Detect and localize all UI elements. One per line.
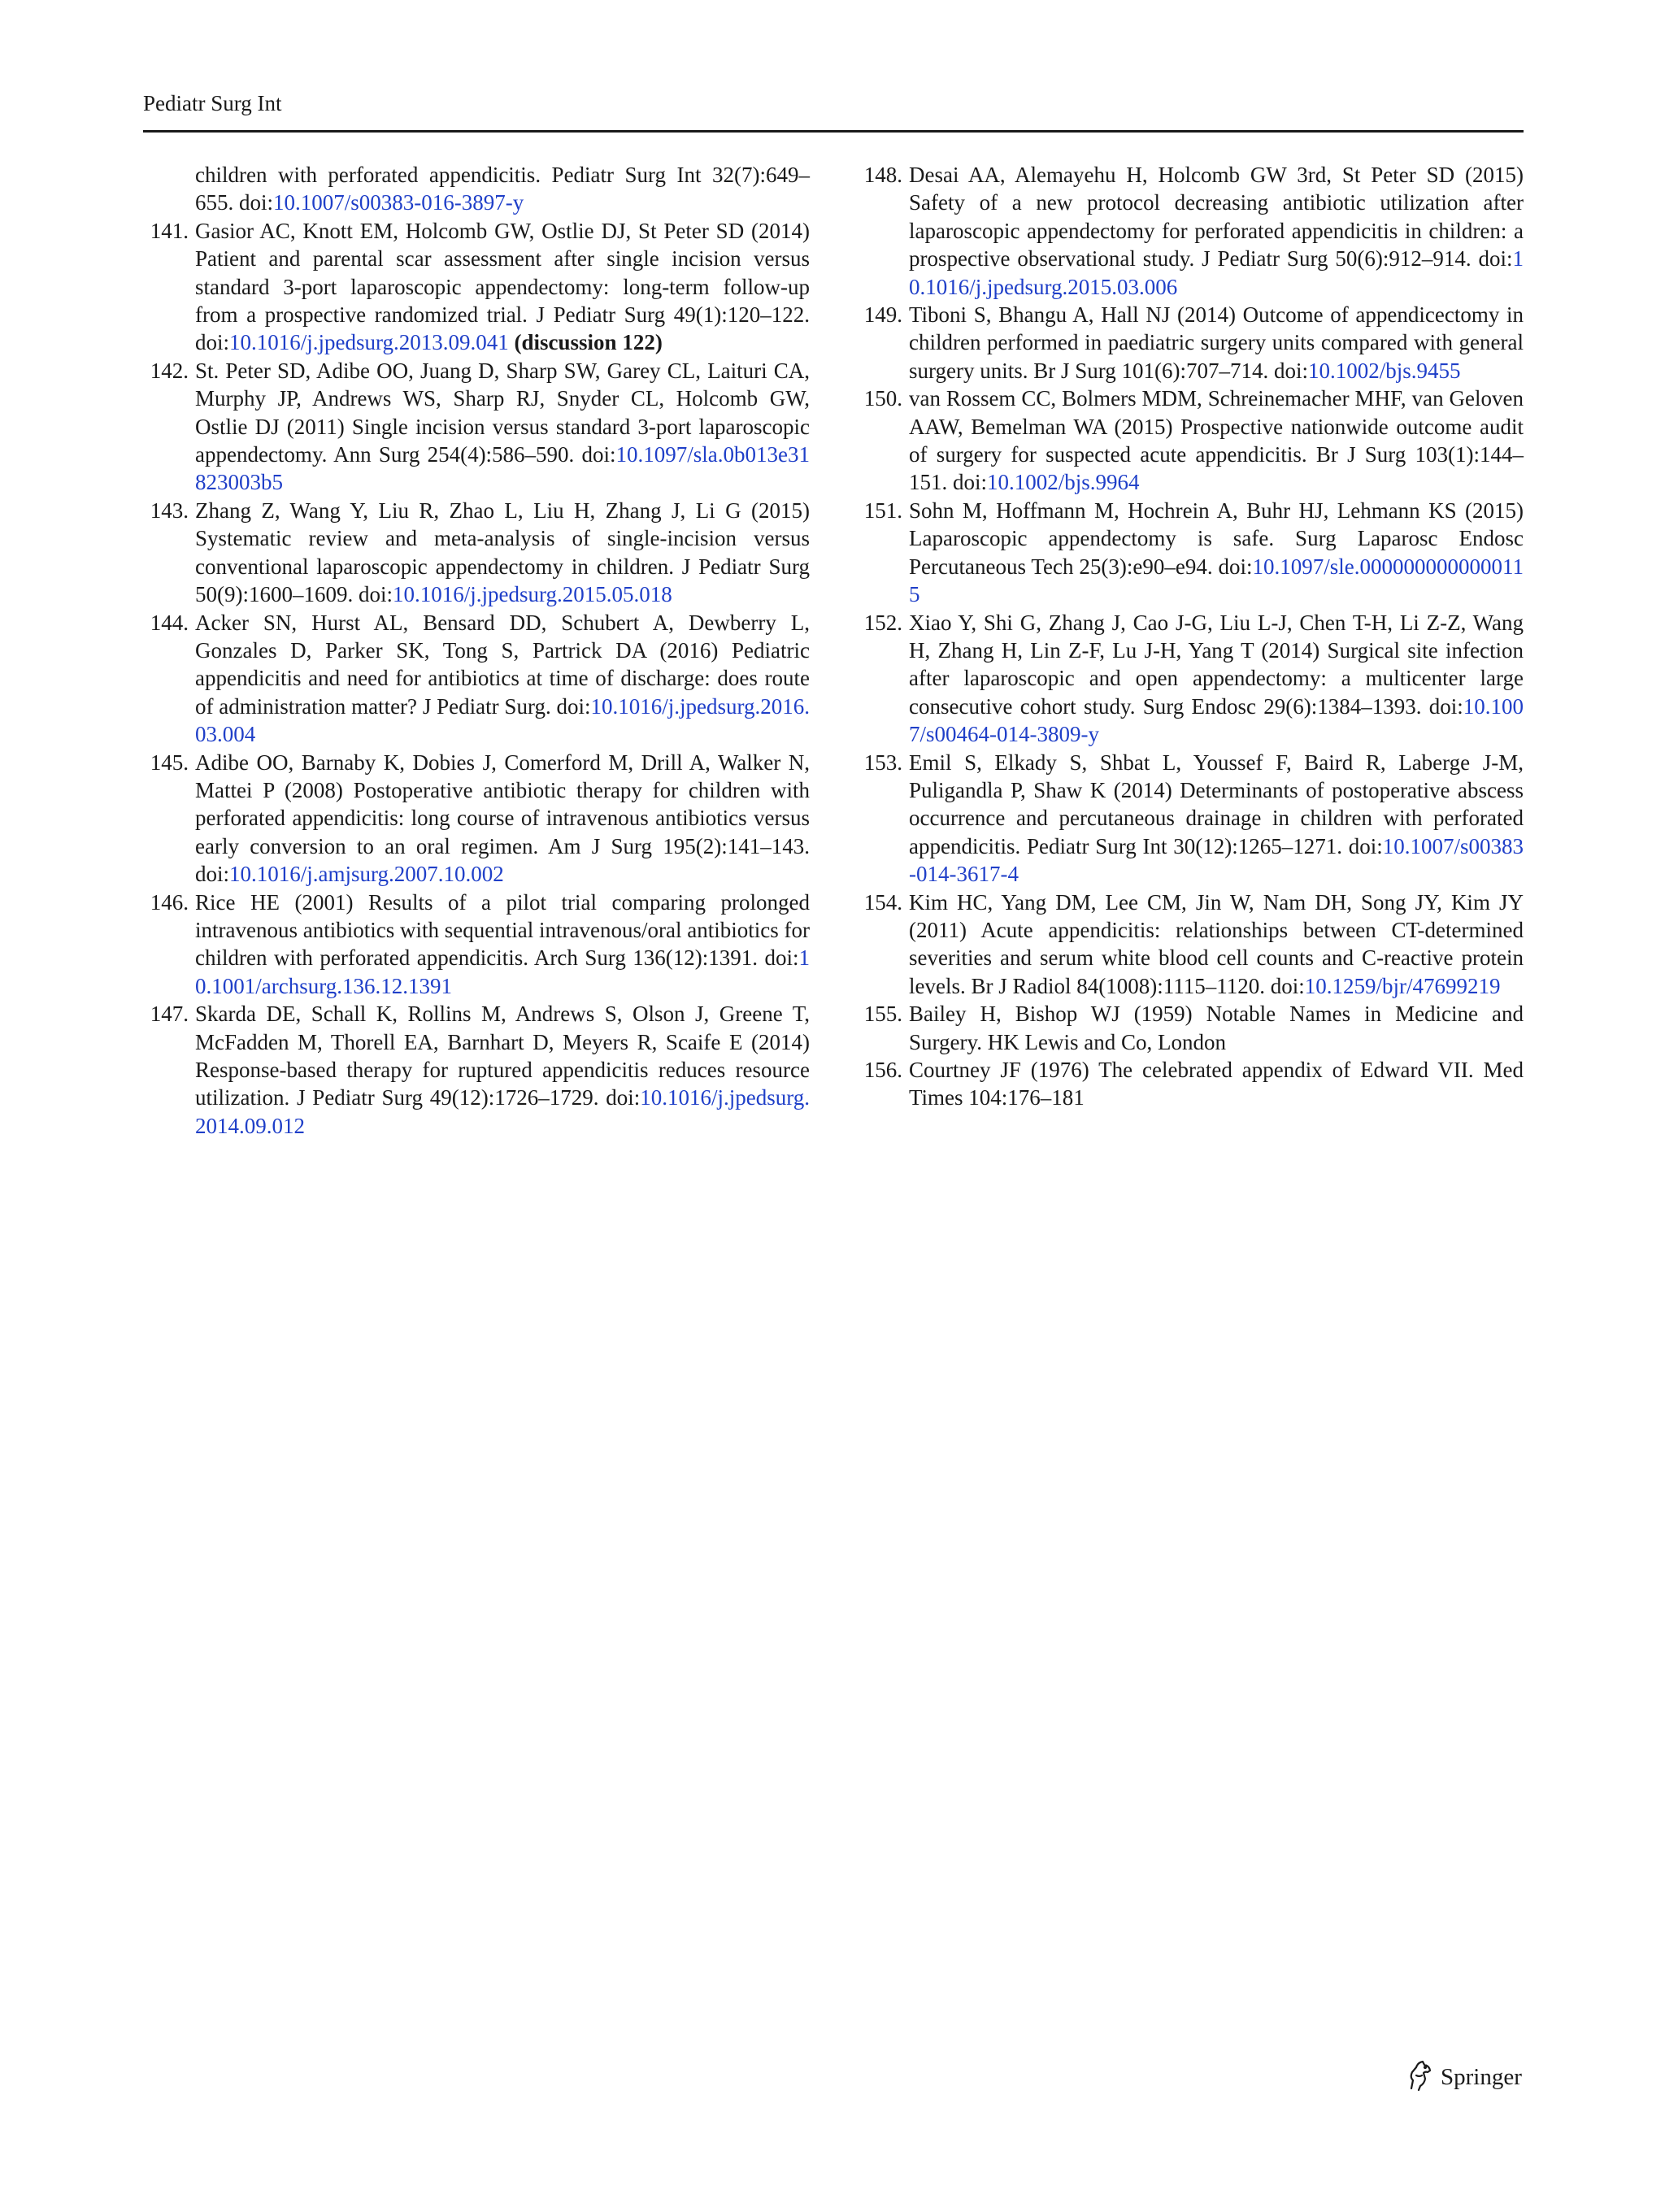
reference-item [143, 161, 810, 217]
reference-text: Bailey H, Bishop WJ (1959) Notable Names in Medicine and Surgery. HK Lewis and Co, London [909, 1002, 1524, 1054]
reference-number: 143. [150, 498, 189, 523]
reference-item [857, 1056, 1524, 1112]
publisher-footer [1405, 2058, 1522, 2096]
doi-link[interactable]: 10.1016/j.jpedsurg.2015.05.018 [393, 582, 672, 607]
reference-text: Sohn M, Hoffmann M, Hochrein A, Buhr HJ, Lehmann KS (2015) Laparoscopic appendectomy is safe. Surg Laparosc Endosc Percutaneous Tech 25(3):e90–e94. doi: [909, 498, 1524, 579]
reference-text: Rice HE (2001) Results of a pilot trial comparing prolonged intravenous antibiotics with sequential intravenous/oral antibiotics for children with perforated appendicitis. Arch Surg 136(12):1391. doi: [195, 889, 810, 971]
publisher-name: Springer [1441, 2063, 1522, 2090]
reference-text: Xiao Y, Shi G, Zhang J, Cao J-G, Liu L-J, Chen T-H, Li Z-Z, Wang H, Zhang H, Lin Z-F, Lu J-H, Yang T (2014) Surgical site infection after laparoscopic and open appendectomy: a multicenter large consecutive cohort study. Surg Endosc 29(6):1384–1393. doi: [909, 610, 1524, 719]
reference-number: 150. [863, 386, 902, 411]
reference-item [143, 609, 810, 749]
reference-number: 152. [863, 610, 902, 635]
reference-item [143, 889, 810, 1001]
reference-number: 141. [150, 218, 189, 243]
doi-link[interactable]: 10.1016/j.jpedsurg.2015.03.006 [909, 246, 1524, 299]
doi-link[interactable]: 10.1002/bjs.9455 [1308, 358, 1461, 383]
doi-link[interactable]: 10.1016/j.jpedsurg.2016.03.004 [195, 693, 810, 747]
reference-number: 153. [863, 750, 902, 775]
reference-number: 145. [150, 750, 189, 775]
reference-item [143, 1000, 810, 1140]
doi-link[interactable]: 10.1016/j.jpedsurg.2013.09.041 [229, 330, 509, 355]
reference-number: 146. [150, 889, 189, 915]
reference-item [143, 217, 810, 357]
doi-link[interactable]: 10.1097/sla.0b013e31823003b5 [195, 442, 810, 495]
reference-note: (discussion 122) [508, 330, 663, 355]
reference-item [857, 1000, 1524, 1056]
references-right-column [857, 161, 1524, 1112]
doi-link[interactable]: 10.1259/bjr/47699219 [1304, 973, 1501, 998]
reference-item [143, 497, 810, 609]
reference-number: 156. [863, 1058, 902, 1082]
reference-item [143, 749, 810, 889]
reference-text: Courtney JF (1976) The celebrated appendix of Edward VII. Med Times 104:176–181 [909, 1058, 1524, 1110]
doi-link[interactable]: 10.1016/j.amjsurg.2007.10.002 [229, 862, 504, 887]
reference-number: 154. [863, 889, 902, 915]
reference-item [857, 385, 1524, 497]
reference-item [857, 749, 1524, 889]
reference-text: Tiboni S, Bhangu A, Hall NJ (2014) Outcome of appendicectomy in children performed in paediatric surgery units compared with general surgery units. Br J Surg 101(6):707–714. doi: [909, 302, 1524, 383]
reference-number: 142. [150, 358, 189, 383]
reference-text: Kim HC, Yang DM, Lee CM, Jin W, Nam DH, Song JY, Kim JY (2011) Acute appendicitis: relationships between CT-determined severities and serum white blood cell counts and C-reactive protein levels. Br J Radiol 84(1008):1115–1120. doi: [909, 889, 1524, 998]
reference-text: children with perforated appendicitis. Pediatr Surg Int 32(7):649–655. doi: [195, 163, 810, 215]
reference-text: Skarda DE, Schall K, Rollins M, Andrews S, Olson J, Greene T, McFadden M, Thorell EA, Barnhart D, Meyers R, Scaife E (2014) Response-based therapy for ruptured appendicitis reduces resource utilization. J Pediatr Surg 49(12):1726–1729. doi: [195, 1002, 810, 1110]
reference-item [857, 609, 1524, 749]
doi-link[interactable]: 10.1002/bjs.9964 [987, 470, 1140, 495]
reference-item [143, 357, 810, 497]
page-header [143, 89, 1524, 133]
references-left-column [143, 161, 810, 1140]
doi-link[interactable]: 10.1001/archsurg.136.12.1391 [195, 945, 810, 998]
reference-text: St. Peter SD, Adibe OO, Juang D, Sharp SW, Garey CL, Laituri CA, Murphy JP, Andrews WS, Sharp RJ, Snyder CL, Holcomb GW, Ostlie DJ (2011) Single incision versus standard 3-port laparoscopic appendectomy. Ann Surg 254(4):586–590. doi: [195, 358, 810, 467]
doi-link[interactable]: 10.1007/s00383-016-3897-y [273, 190, 524, 215]
doi-link[interactable]: 10.1016/j.jpedsurg.2014.09.012 [195, 1085, 810, 1138]
reference-text: Zhang Z, Wang Y, Liu R, Zhao L, Liu H, Zhang J, Li G (2015) Systematic review and meta-analysis of single-incision versus conventional laparoscopic appendectomy in children. J Pediatr Surg 50(9):1600–1609. doi: [195, 498, 810, 607]
reference-number: 155. [863, 1002, 902, 1027]
springer-horse-icon [1405, 2059, 1434, 2096]
reference-number: 147. [150, 1002, 189, 1027]
journal-title: Pediatr Surg Int [143, 91, 282, 115]
reference-text: Gasior AC, Knott EM, Holcomb GW, Ostlie DJ, St Peter SD (2014) Patient and parental scar assessment after single incision versus standard 3-port laparoscopic appendectomy: long-term follow-up from a prospective randomized trial. J Pediatr Surg 49(1):120–122. doi: [195, 218, 810, 355]
reference-number: 148. [863, 163, 902, 187]
reference-text: Emil S, Elkady S, Shbat L, Youssef F, Baird R, Laberge J-M, Puligandla P, Shaw K (2014) Determinants of postoperative abscess occurrence and percutaneous drainage in children with perforated appendicitis. Pediatr Surg Int 30(12):1265–1271. doi: [909, 750, 1524, 858]
reference-item [857, 161, 1524, 301]
reference-text: Desai AA, Alemayehu H, Holcomb GW 3rd, St Peter SD (2015) Safety of a new protocol decreasing antibiotic utilization after laparoscopic appendectomy for perforated appendicitis in children: a prospective observational study. J Pediatr Surg 50(6):912–914. doi: [909, 163, 1524, 272]
reference-text: Acker SN, Hurst AL, Bensard DD, Schubert A, Dewberry L, Gonzales D, Parker SK, Tong S, Partrick DA (2016) Pediatric appendicitis and need for antibiotics at time of discharge: does route of administration matter? J Pediatr Surg. doi: [195, 610, 810, 719]
reference-number: 144. [150, 610, 189, 635]
reference-item [857, 889, 1524, 1001]
reference-text: Adibe OO, Barnaby K, Dobies J, Comerford M, Drill A, Walker N, Mattei P (2008) Postoperative antibiotic therapy for children with perforated appendicitis: long course of intravenous antibiotics versus early conversion to an oral regimen. Am J Surg 195(2):141–143. doi: [195, 750, 810, 887]
reference-item [857, 301, 1524, 385]
doi-link[interactable]: 10.1007/s00464-014-3809-y [909, 693, 1524, 747]
doi-link[interactable]: 10.1097/sle.0000000000000115 [909, 554, 1524, 607]
reference-number: 151. [863, 498, 902, 523]
reference-item [857, 497, 1524, 609]
doi-link[interactable]: 10.1007/s00383-014-3617-4 [909, 833, 1524, 887]
reference-number: 149. [863, 302, 902, 328]
reference-text: van Rossem CC, Bolmers MDM, Schreinemacher MHF, van Geloven AAW, Bemelman WA (2015) Prospective nationwide outcome audit of surgery for suspected acute appendicitis. Br J Surg 103(1):144–151. doi: [909, 386, 1524, 495]
